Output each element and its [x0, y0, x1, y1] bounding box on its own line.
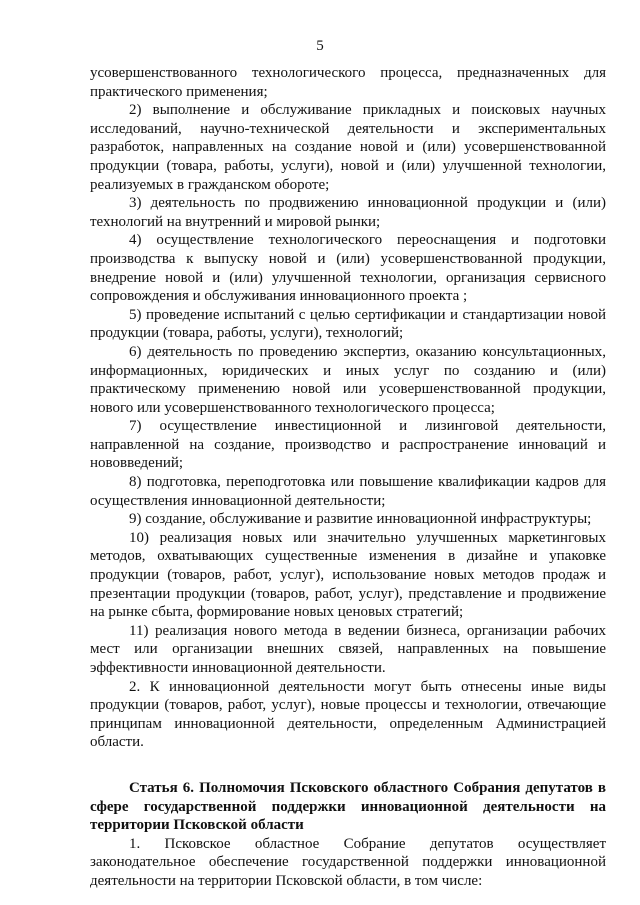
- list-item-10: 10) реализация новых или значительно улучшенных маркетинговых методов, охватывающих существенные изменения в дизайне и упаковке продукции (товаров, работ, услуг), использование новых методов продаж и презентации продукции (товаров, работ, услуг), представление и продвижение на рынке сбыта, формирование новых ценовых стратегий;: [90, 529, 606, 621]
- list-item-3: 3) деятельность по продвижению инновационной продукции и (или) технологий на внутренний и мировой рынки;: [90, 195, 606, 230]
- article-6-clause-1: 1. Псковское областное Собрание депутатов осуществляет законодательное обеспечение государственной поддержки инновационной деятельности на территории Псковской области, в том числе:: [90, 835, 606, 889]
- list-item-8: 8) подготовка, переподготовка или повышение квалификации кадров для осуществления инновационной деятельности;: [90, 474, 606, 509]
- clause-2-paragraph: 2. К инновационной деятельности могут быть отнесены иные виды продукции (товаров, работ, услуг), новые процессы и технологии, отвечающие принципам инновационной деятельности, определенным Администрацией области.: [90, 678, 606, 751]
- document-body: [90, 64, 606, 891]
- list-item-4: 4) осуществление технологического переоснащения и подготовки производства к выпуску новой и (или) усовершенствованной продукции, внедрение новой и (или) улучшенной технологии, организация сервисного сопровождения и обслуживания инновационного проекта ;: [90, 232, 606, 305]
- list-item-2: 2) выполнение и обслуживание прикладных и поисковых научных исследований, научно-технической деятельности и экспериментальных разработок, направленных на создание новой и (или) усовершенствованной продукции (товара, работы, услуги), новой и (или) улучшенной технологии, реализуемых в гражданском обороте;: [90, 102, 606, 193]
- list-item-7: 7) осуществление инвестиционной и лизинговой деятельности, направленной на создание, производство и распространение инноваций и нововведений;: [90, 418, 606, 472]
- page-number: 5: [316, 38, 324, 54]
- list-item-6: 6) деятельность по проведению экспертиз, оказанию консультационных, информационных, юридических и иных услуг по созданию и (или) практическому применению новой или усовершенствованной продукции, нового или усовершенствованного технологического процесса;: [90, 343, 606, 416]
- paragraph-continuation: усовершенствованного технологического процесса, предназначенных для практического применения;: [90, 65, 606, 100]
- article-6-heading: Статья 6. Полномочия Псковского областного Собрания депутатов в сфере государственной поддержки инновационной деятельности на территории Псковской области: [90, 779, 606, 834]
- list-item-11: 11) реализация нового метода в ведении бизнеса, организации рабочих мест или организации внешних связей, направленных на повышение эффективности инновационной деятельности.: [90, 622, 606, 676]
- list-item-5: 5) проведение испытаний с целью сертификации и стандартизации новой продукции (товара, работы, услуги), технологий;: [90, 306, 606, 342]
- list-item-9: 9) создание, обслуживание и развитие инновационной инфраструктуры;: [129, 511, 592, 528]
